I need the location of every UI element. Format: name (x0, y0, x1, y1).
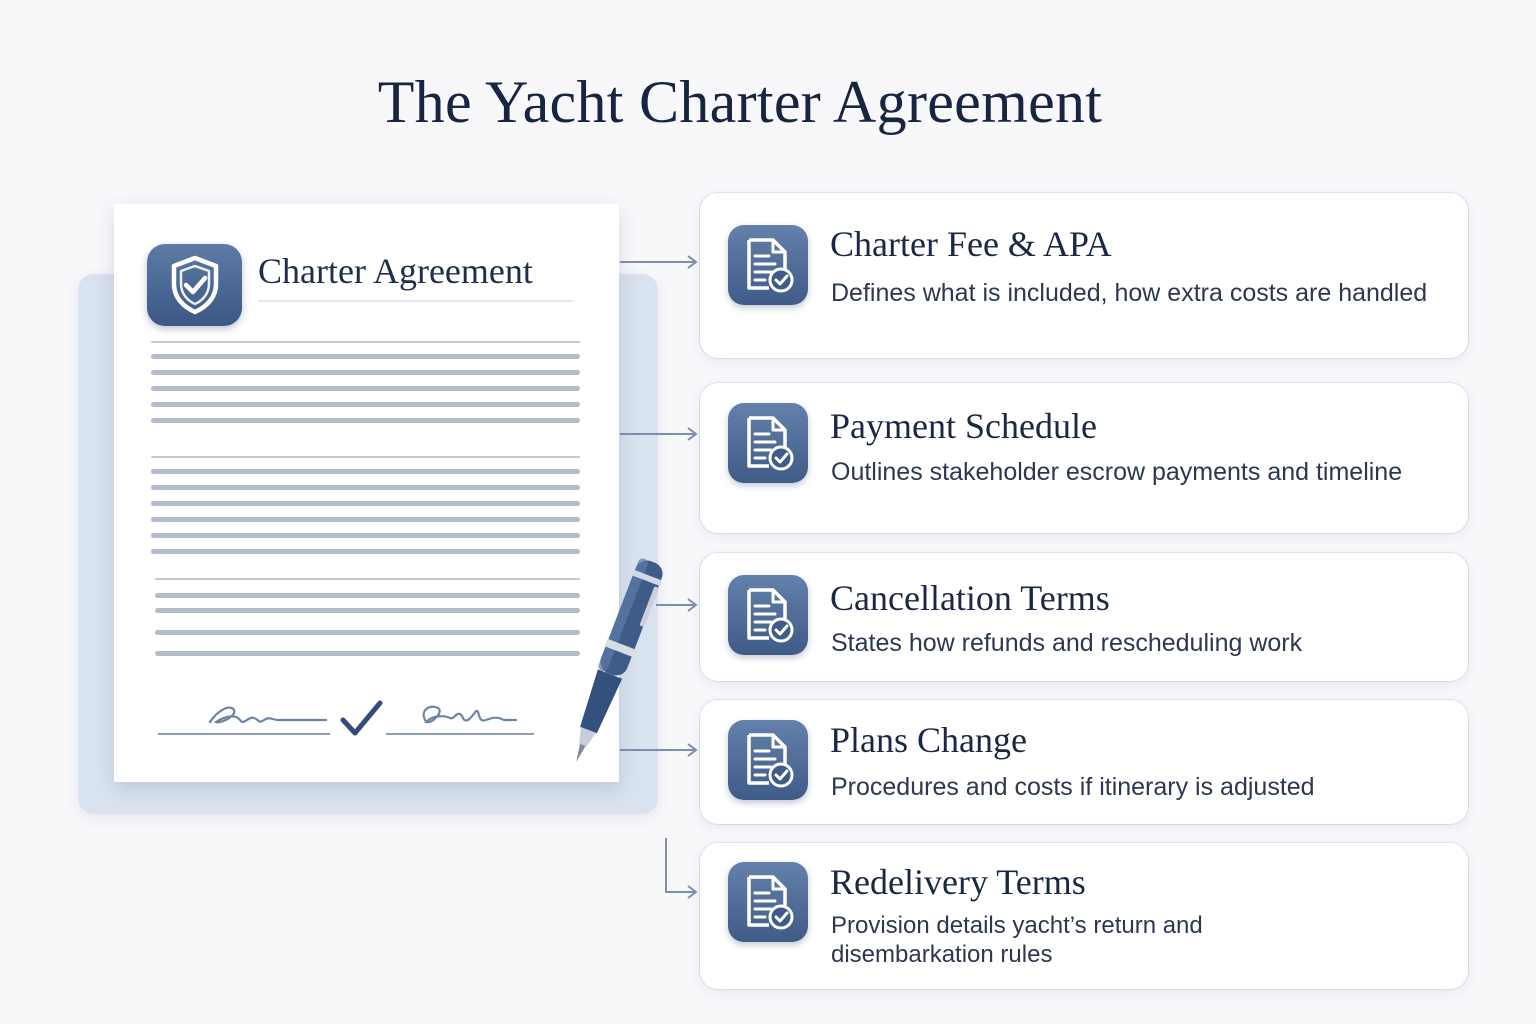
item-card-redelivery-terms (700, 843, 1468, 989)
document-check-icon (728, 575, 808, 655)
item-description: Defines what is included, how extra costs are handled (831, 279, 1428, 307)
item-title: Cancellation Terms (830, 578, 1110, 618)
document-check-icon (728, 225, 808, 305)
item-description: States how refunds and rescheduling work (831, 629, 1303, 657)
connector-arrow (620, 256, 696, 268)
item-card-payment-schedule (700, 383, 1468, 533)
document-check-icon (728, 720, 808, 800)
item-description: Outlines stakeholder escrow payments and timeline (831, 458, 1403, 486)
document-check-icon (728, 862, 808, 942)
connector-arrow (666, 838, 696, 898)
item-description: Procedures and costs if itinerary is adjusted (831, 773, 1315, 801)
item-title: Charter Fee & APA (830, 224, 1112, 264)
item-description: Provision details yacht’s return and disembarkation rules (831, 912, 1203, 968)
document-check-icon (728, 403, 808, 483)
item-title: Redelivery Terms (830, 862, 1086, 902)
page-title: The Yacht Charter Agreement (377, 69, 1103, 135)
item-card-charter-fee (700, 193, 1468, 358)
item-card-cancellation-terms (700, 553, 1468, 681)
connector-arrow (656, 599, 696, 611)
connector-arrow (620, 744, 696, 756)
document-title: Charter Agreement (258, 251, 533, 291)
connector-arrow (620, 428, 696, 440)
item-title: Plans Change (830, 720, 1027, 760)
item-title: Payment Schedule (830, 406, 1097, 446)
item-card-plans-change (700, 700, 1468, 824)
